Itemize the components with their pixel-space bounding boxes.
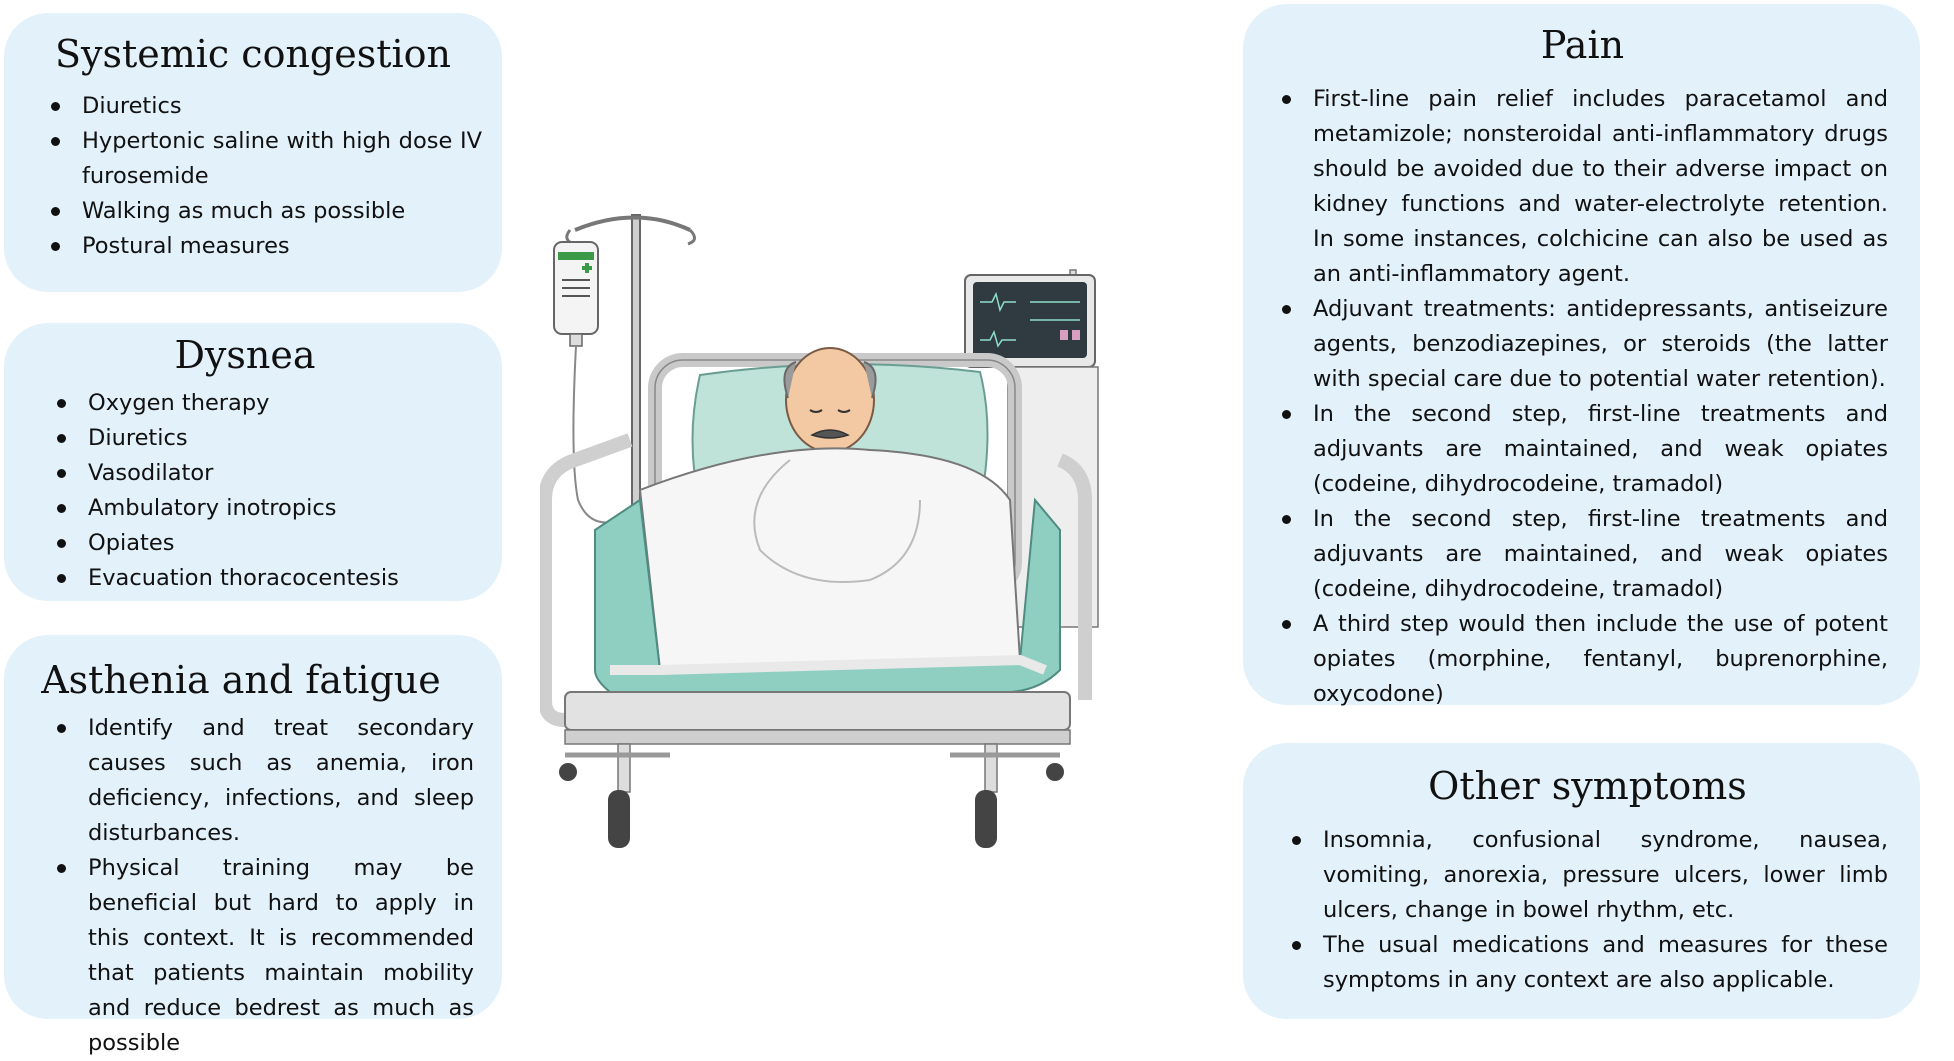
panel-title: Dysnea <box>174 333 316 377</box>
bed-wheels-icon <box>559 744 1064 848</box>
item-list <box>52 386 482 596</box>
bed-base <box>565 692 1070 730</box>
panel-title: Pain <box>1540 23 1625 67</box>
panel-asthenia-fatigue <box>4 635 502 1056</box>
hospital-bed-illustration <box>540 200 1220 850</box>
list-item: Diuretics <box>52 421 482 456</box>
list-item: Ambulatory inotropics <box>52 491 482 526</box>
panel-other-symptoms <box>1243 743 1920 1019</box>
list-item: Vasodilator <box>52 456 482 491</box>
panel-systemic-congestion <box>4 13 502 292</box>
panel-title: Systemic congestion <box>54 32 452 76</box>
list-item: Physical training may be beneficial but hard to apply in this context. It is recommended that patients maintain mobility and reduce bedrest as much as possible <box>52 851 474 1061</box>
list-item: Postural measures <box>46 229 482 264</box>
list-item: First-line pain relief includes paracetamol and metamizole; nonsteroidal anti-inflammatory drugs should be avoided due to their adverse impact on kidney functions and water-electrolyte retention. In some instances, colchicine can also be used as an anti-inflammatory agent. <box>1277 82 1888 292</box>
item-list <box>1287 823 1888 998</box>
panel-title: Asthenia and fatigue <box>41 658 441 702</box>
item-list <box>46 89 482 264</box>
list-item: Insomnia, confusional syndrome, nausea, vomiting, anorexia, pressure ulcers, lower limb ulcers, change in bowel rhythm, etc. <box>1287 823 1888 928</box>
list-item: Hypertonic saline with high dose IV furosemide <box>46 124 482 194</box>
item-list <box>52 711 474 1061</box>
panel-pain <box>1243 4 1920 705</box>
panel-dysnea <box>4 323 502 601</box>
list-item: Evacuation thoracocentesis <box>52 561 482 596</box>
panel-title: Other symptoms <box>1428 764 1747 808</box>
list-item: Opiates <box>52 526 482 561</box>
blanket <box>640 448 1020 678</box>
item-list <box>1277 82 1888 712</box>
list-item: The usual medications and measures for these symptoms in any context are also applicable. <box>1287 928 1888 998</box>
list-item: In the second step, first-line treatments and adjuvants are maintained, and weak opiates (codeine, dihydrocodeine, tramadol) <box>1277 502 1888 607</box>
list-item: Walking as much as possible <box>46 194 482 229</box>
list-item: Adjuvant treatments: antidepressants, antiseizure agents, benzodiazepines, or steroids (the latter with special care due to potential water retention). <box>1277 292 1888 397</box>
list-item: In the second step, first-line treatments and adjuvants are maintained, and weak opiates (codeine, dihydrocodeine, tramadol) <box>1277 397 1888 502</box>
list-item: Diuretics <box>46 89 482 124</box>
list-item: A third step would then include the use of potent opiates (morphine, fentanyl, buprenorphine, oxycodone) <box>1277 607 1888 712</box>
list-item: Identify and treat secondary causes such as anemia, iron deficiency, infections, and sleep disturbances. <box>52 711 474 851</box>
list-item: Oxygen therapy <box>52 386 482 421</box>
